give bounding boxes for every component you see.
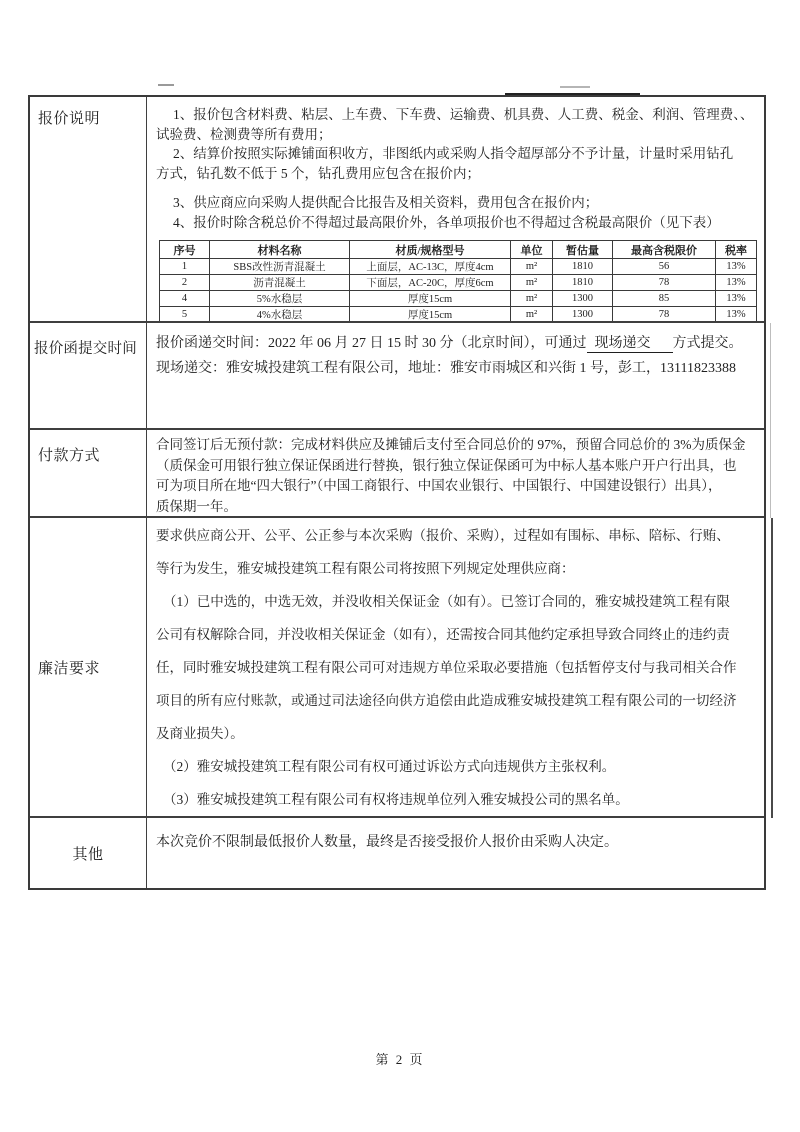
table-cell: m² [511, 291, 553, 307]
section-content-submission-time [147, 323, 764, 428]
table-cell: 沥青混凝土 [210, 275, 350, 291]
payment-line: 合同签订后无预付款：完成材料供应及摊铺后支付至合同总价的 97%，预留合同总价的 3%为质保金 [156, 437, 746, 452]
table-cell: 78 [613, 275, 716, 291]
table-row [160, 275, 757, 291]
section-row-payment [30, 430, 764, 518]
submission-line-1 [156, 331, 759, 356]
submission-line-2: 现场递交：雅安城投建筑工程有限公司，地址：雅安市雨城区和兴街 1 号，彭工，13111823388 [156, 361, 736, 376]
table-cell: 4%水稳层 [210, 307, 350, 322]
integrity-line: 及商业损失）。 [156, 726, 244, 741]
table-header-cell: 材料名称 [210, 241, 350, 259]
table-cell: 1810 [553, 259, 613, 275]
table-cell: 13% [716, 259, 757, 275]
table-cell: 上面层，AC-13C，厚度4cm [350, 259, 511, 275]
submission-line1-before: 报价函递交时间：2022 年 06 月 27 日 15 时 30 分（北京时间），可通过 [156, 336, 587, 351]
notes-line: 3、供应商应向采购人提供配合比报告及相关资料，费用包含在报价内； [173, 195, 599, 210]
table-cell: 78 [613, 307, 716, 322]
notes-line: 1、报价包含材料费、粘层、上车费、下车费、运输费、机具费、人工费、税金、利润、管理费、、 [173, 107, 754, 122]
section-content-quotation-notes [147, 97, 764, 321]
notes-line: 4、报价时除含税总价不得超过最高限价外，各单项报价也不得超过含税最高限价（见下表） [173, 214, 720, 230]
section-label-quotation-notes: 报价说明 [30, 97, 147, 321]
section-label-submission-time: 报价函提交时间 [30, 323, 147, 428]
integrity-line: 任，同时雅安城投建筑工程有限公司可对违规方单位采取必要措施（包括暂停支付与我司相关合作 [156, 660, 737, 675]
notes-line: 方式，钻孔数不低于 5 个，钻孔费用应包含在报价内； [156, 165, 480, 181]
table-row [160, 291, 757, 307]
table-cell: 1300 [553, 291, 613, 307]
table-cell: 13% [716, 275, 757, 291]
section-label-text: 廉洁要求 [38, 660, 101, 677]
section-label-payment: 付款方式 [30, 430, 147, 516]
integrity-line: 项目的所有应付账款，或通过司法途径向供方追偿由此造成雅安城投建筑工程有限公司的一切经济 [156, 693, 737, 708]
scan-artifact-dash [560, 86, 590, 88]
table-cell: 13% [716, 291, 757, 307]
payment-line: 质保期一年。 [156, 498, 237, 514]
section-label-integrity [30, 518, 147, 816]
materials-table [159, 240, 757, 321]
table-row [160, 259, 757, 275]
table-cell: 85 [613, 291, 716, 307]
section-content-other [147, 818, 764, 888]
notes-line: 试验费、检测费等所有费用； [156, 126, 332, 142]
submission-method-underlined: 现场递交 [587, 336, 673, 353]
table-cell: 5%水稳层 [210, 291, 350, 307]
table-header-cell: 序号 [160, 241, 210, 259]
table-header-cell: 单位 [511, 241, 553, 259]
table-header-cell: 材质/规格型号 [350, 241, 511, 259]
table-cell: 4 [160, 291, 210, 307]
other-line: 本次竞价不限制最低报价人数量，最终是否接受报价人报价由采购人决定。 [156, 835, 618, 850]
section-row-submission-time [30, 323, 764, 430]
integrity-line: （1）已中选的，中选无效，并没收相关保证金（如有）。已签订合同的，雅安城投建筑工程有限 [163, 594, 730, 609]
table-cell: 下面层，AC-20C，厚度6cm [350, 275, 511, 291]
document-table [28, 95, 766, 890]
table-cell: 56 [613, 259, 716, 275]
table-cell: m² [511, 275, 553, 291]
integrity-line: （2）雅安城投建筑工程有限公司有权可通过诉讼方式向违规供方主张权利。 [163, 759, 616, 774]
section-label-text: 其他 [72, 846, 104, 863]
table-cell: SBS改性沥青混凝土 [210, 259, 350, 275]
table-cell: 1810 [553, 275, 613, 291]
section-label-other [30, 818, 147, 888]
table-header-cell: 暂估量 [553, 241, 613, 259]
scan-artifact-right-edge [771, 518, 773, 818]
table-row [160, 307, 757, 322]
table-cell: 厚度15cm [350, 291, 511, 307]
payment-line: （质保金可用银行独立保证保函进行替换，银行独立保证保函可为中标人基本账户开户行出具，也 [156, 457, 737, 473]
section-row-other [30, 818, 764, 888]
table-cell: m² [511, 259, 553, 275]
table-cell: 2 [160, 275, 210, 291]
table-cell: m² [511, 307, 553, 322]
notes-line: 2、结算价按照实际摊铺面积收方，非图纸内或采购人指令超厚部分不予计量，计量时采用钻孔 [173, 146, 734, 161]
integrity-line: 公司有权解除合同，并没收相关保证金（如有），还需按合同其他约定承担导致合同终止的违约责 [156, 627, 730, 642]
materials-header-row [160, 241, 757, 259]
section-content-payment [147, 430, 764, 516]
scan-artifact-right-edge [770, 323, 771, 518]
section-row-quotation-notes [30, 97, 764, 323]
submission-line1-after: 方式提交。 [672, 336, 743, 351]
section-row-integrity [30, 518, 764, 818]
table-cell: 1300 [553, 307, 613, 322]
table-cell: 1 [160, 259, 210, 275]
table-cell: 5 [160, 307, 210, 322]
table-cell: 13% [716, 307, 757, 322]
integrity-line: 等行为发生，雅安城投建筑工程有限公司将按照下列规定处理供应商： [156, 561, 575, 576]
integrity-line: （3）雅安城投建筑工程有限公司有权将违规单位列入雅安城投公司的黑名单。 [163, 792, 629, 807]
table-header-cell: 税率 [716, 241, 757, 259]
integrity-line: 要求供应商公开、公平、公正参与本次采购（报价、采购），过程如有围标、串标、陪标、行贿、 [156, 528, 730, 543]
scan-artifact-dash [158, 84, 174, 86]
page-number: 第 2 页 [375, 1052, 425, 1067]
table-cell: 厚度15cm [350, 307, 511, 322]
section-content-integrity [147, 518, 764, 816]
table-header-cell: 最高含税限价 [613, 241, 716, 259]
payment-line: 可为项目所在地“四大银行”（中国工商银行、中国农业银行、中国银行、中国建设银行）出具）， [156, 478, 722, 493]
